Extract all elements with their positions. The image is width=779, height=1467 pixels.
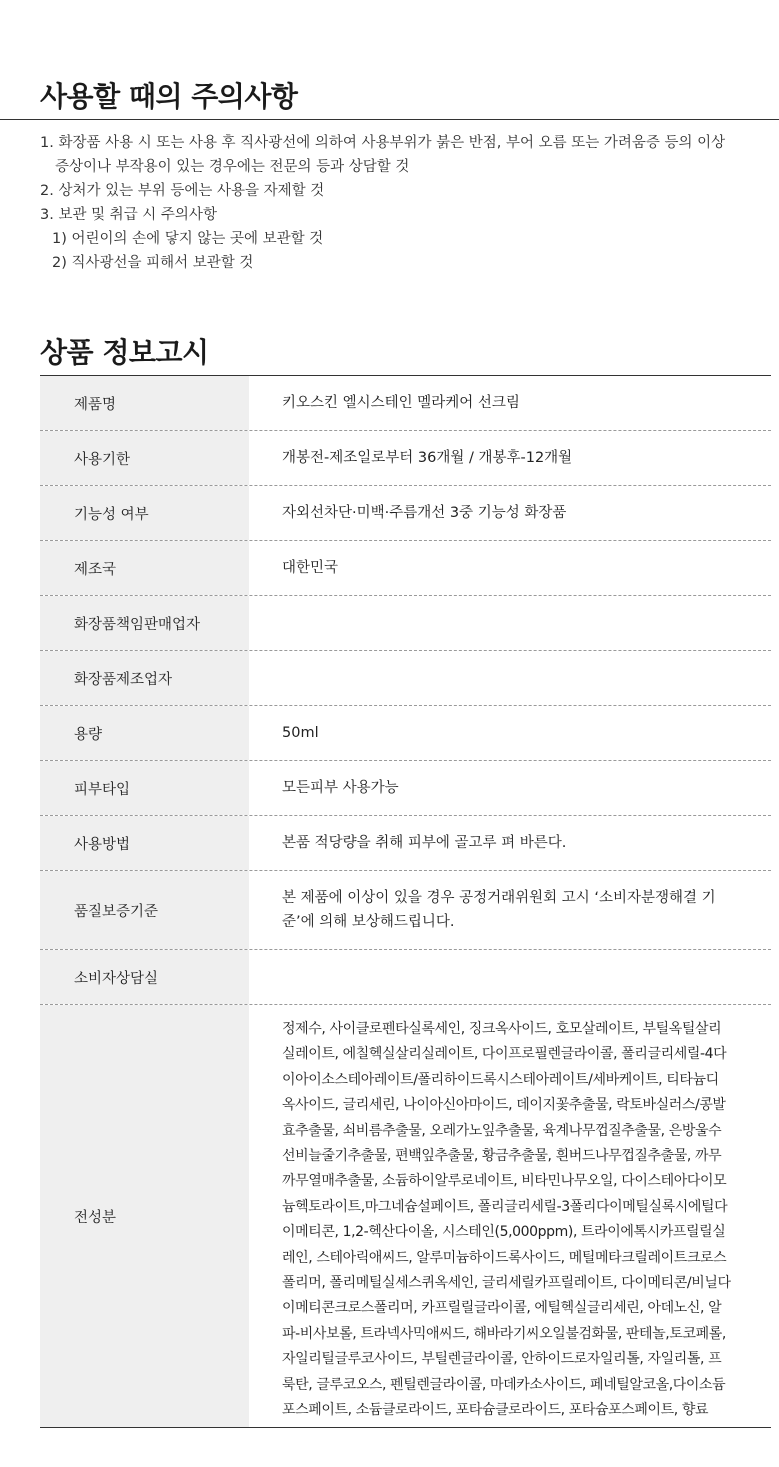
table-row bbox=[40, 706, 771, 761]
product-info-title: 상품 정보고시 bbox=[40, 336, 209, 369]
row-label: 피부타입 bbox=[40, 761, 249, 815]
row-value bbox=[249, 596, 771, 650]
table-row bbox=[40, 651, 771, 706]
caution-list bbox=[40, 131, 760, 275]
row-value bbox=[249, 651, 771, 705]
row-label: 사용방법 bbox=[40, 816, 249, 870]
caution-divider bbox=[0, 119, 779, 120]
row-value: 개봉전-제조일로부터 36개월 / 개봉후-12개월 bbox=[282, 449, 573, 466]
row-label: 소비자상담실 bbox=[40, 950, 249, 1004]
row-label: 용량 bbox=[40, 706, 249, 760]
table-row bbox=[40, 596, 771, 651]
caution-line: 증상이나 부작용이 있는 경우에는 전문의 등과 상담할 것 bbox=[55, 159, 410, 175]
caution-line: 1) 어린이의 손에 닿지 않는 곳에 보관할 것 bbox=[52, 231, 324, 247]
caution-line: 2) 직사광선을 피해서 보관할 것 bbox=[52, 255, 254, 271]
table-row bbox=[40, 871, 771, 950]
row-label: 사용기한 bbox=[40, 431, 249, 485]
ingredients-value: 정제수, 사이클로펜타실록세인, 징크옥사이드, 호모살레이트, 부틸옥틸살리실레이트, 에칠헥실살리실레이트, 다이프로필렌글라이콜, 폴리글리세릴-4다이아이소스테아레이트/폴리하이드록시스테아레이트/세바케이트, 티타늄디옥사이드, 글리세린, 나이아신아마이드, 데이지꽃추출물, 락토바실러스/콩발효추출물, 쇠비름추출물, 오레가노잎추출물, 육계나무껍질추출물, 은방울수선비늘줄기추출물, 편백잎추출물, 황금추출물, 흰버드나무껍질추출물, 까무까무열매추출물, 소듐하이알루로네이트, 비타민나무오일, 다이스테아다이모늄헥토라이트,마그네슘설페이트, 폴리글리세릴-3폴리다이메틸실록시에틸다이메티콘, 1,2-헥산다이올, 시스테인(5,000ppm), 트라이에톡시카프릴릴실레인, 스테아릭애씨드, 알루미늄하이드록사이드, 메틸메타크릴레이트크로스폴리머, 폴리메틸실세스퀴옥세인, 글리세릴카프릴레이트, 다이메티콘/비닐다이메티콘크로스폴리머, 카프릴릴글라이콜, 에틸헥실글리세린, 아데노신, 알파-비사보롤, 트라넥사믹애씨드, 해바라기씨오일불검화물, 판테놀,토코페롤, 자일리틸글루코사이드, 부틸렌글라이콜, 안하이드로자일리톨, 자일리톨, 프룩탄, 글루코오스, 펜틸렌글라이콜, 마데카소사이드, 페네틸알코올,다이소듐포스페이트, 소듐클로라이드, 포타슘클로라이드, 포타슘포스페이트, 향료 bbox=[282, 1021, 731, 1419]
row-value: 50ml bbox=[282, 724, 319, 741]
caution-line: 3. 보관 및 취급 시 주의사항 bbox=[40, 207, 217, 223]
table-row bbox=[40, 541, 771, 596]
product-info-table bbox=[40, 375, 771, 1428]
table-row bbox=[40, 816, 771, 871]
table-row bbox=[40, 761, 771, 816]
row-value bbox=[249, 950, 771, 1004]
table-row bbox=[40, 376, 771, 431]
caution-line: 2. 상처가 있는 부위 등에는 사용을 자제할 것 bbox=[40, 183, 325, 199]
caution-line: 1. 화장품 사용 시 또는 사용 후 직사광선에 의하여 사용부위가 붉은 반점, 부어 오름 또는 가려움증 등의 이상 bbox=[40, 135, 726, 151]
row-value: 모든피부 사용가능 bbox=[282, 779, 399, 796]
table-row bbox=[40, 431, 771, 486]
row-label: 화장품제조업자 bbox=[40, 651, 249, 705]
row-label: 품질보증기준 bbox=[40, 871, 249, 949]
row-label: 제조국 bbox=[40, 541, 249, 595]
row-value: 본품 적당량을 취해 피부에 골고루 펴 바른다. bbox=[282, 834, 567, 851]
table-row bbox=[40, 486, 771, 541]
row-value: 본 제품에 이상이 있을 경우 공정거래위원회 고시 ‘소비자분쟁해결 기준’에 의해 보상해드립니다. bbox=[282, 890, 716, 930]
table-row bbox=[40, 1005, 771, 1427]
row-value: 키오스킨 엘시스테인 멜라케어 선크림 bbox=[282, 394, 520, 411]
row-value: 자외선차단·미백·주름개선 3중 기능성 화장품 bbox=[282, 504, 567, 521]
row-label: 기능성 여부 bbox=[40, 486, 249, 540]
table-row bbox=[40, 950, 771, 1005]
row-label: 화장품책임판매업자 bbox=[40, 596, 249, 650]
row-value: 대한민국 bbox=[282, 559, 339, 576]
caution-title: 사용할 때의 주의사항 bbox=[40, 80, 298, 113]
row-label: 전성분 bbox=[40, 1005, 249, 1427]
row-label: 제품명 bbox=[40, 376, 249, 430]
